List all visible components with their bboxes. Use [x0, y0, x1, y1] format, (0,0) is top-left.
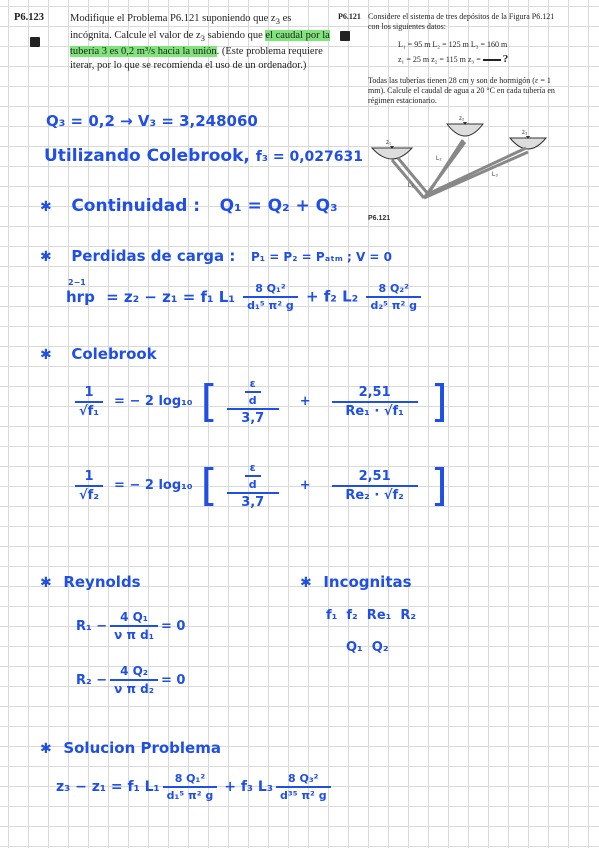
- reynolds-eq-2: R₂ − $\frac{\text{4 Q₂}}{\text{ν π d₂}}$ = 0: [76, 664, 186, 696]
- label-L2: L₂: [436, 156, 442, 162]
- problem-121-text2: Todas las tuberías tienen 28 cm y son de hormigón (ε = 1 mm). Calcule el caudal de agua a 20 °C en cada tubería en régimen estacionario.: [368, 76, 555, 105]
- colebrook-section: ✱ Colebrook: [40, 345, 157, 363]
- disk-icon: [30, 34, 40, 52]
- problem-number-121: P6.121: [338, 12, 361, 21]
- head-loss-equation: 2−1 hrp = z₂ − z₁ = f₁ L₁ $\frac{\text{8 Q₁²}}{\text{d₁⁵ π² g}}$ + f₂ L₂ $\frac{\text{8 Q₂²}}{\text{d₂⁵ π² g}}$: [66, 282, 424, 312]
- problem-statement: Modifique el Problema P6.121 suponiendo que $z_3$ es incógnita. Calcule el valor de $z_3$ sabiendo que el caudal por la tubería 3 es 0,2 m³/s hacia la unión. (Este problema requiere iterar, por lo que se recomienda el uso de un ordenador.): [70, 13, 330, 71]
- label-z2: z₂: [459, 116, 465, 122]
- bullet-icon: ✱: [40, 249, 52, 265]
- label-z3: z₃: [522, 130, 528, 136]
- label-z1: z₁: [386, 140, 392, 146]
- unknowns-row-2: Q₁ Q₂: [346, 640, 389, 655]
- colebrook-eq-1: $\frac{1}{\text{√f₁}}$ = − 2 log₁₀ [ $\frac{\frac{\varepsilon}{d}}{3,7}$ + $\frac{2,51}{\text{Re₁ · √f₁}}$ ]: [72, 376, 448, 427]
- solution-section: ✱ Solucion Problema: [40, 739, 221, 757]
- highlighted-text: el caudal por la tubería 3 es 0,2 m³/s hacia la unión: [70, 29, 330, 58]
- bullet-icon: ✱: [40, 347, 52, 363]
- figure-p6-121: [362, 112, 562, 224]
- label-L3: L₃: [492, 172, 498, 178]
- problem-121-data-row1: L₁ = 95 m L₂ = 125 m L₃ = 160 m: [398, 40, 508, 49]
- problem-121-data-row2: z₁ = 25 m z₂ = 115 m z₃ = ?: [398, 53, 509, 65]
- continuity-section: ✱ Continuidad : Q₁ = Q₂ + Q₃: [40, 196, 338, 216]
- bullet-icon: ✱: [40, 575, 52, 591]
- bullet-icon: ✱: [300, 575, 312, 591]
- pipe-1: [392, 158, 428, 198]
- unknowns-section: ✱ Incognitas: [300, 573, 412, 591]
- given-flow: Q₃ = 0,2 → V₃ = 3,248060: [46, 112, 258, 130]
- solution-equation: z₃ − z₁ = f₁ L₁ $\frac{\text{8 Q₁²}}{\text{d₁⁵ π² g}}$ + f₃ L₃ $\frac{\text{8 Q₃²}}{\text{d³⁵ π² g}}$: [56, 772, 334, 802]
- reynolds-section: ✱ Reynolds: [40, 573, 141, 591]
- bullet-icon: ✱: [40, 199, 52, 215]
- reynolds-eq-1: R₁ − $\frac{\text{4 Q₁}}{\text{ν π d₁}}$ = 0: [76, 610, 186, 642]
- reservoir-3: [510, 138, 546, 149]
- losses-section: ✱ Perdidas de carga : P₁ = P₂ = Pₐₜₘ ; V = 0: [40, 247, 392, 265]
- colebrook-result: Utilizando Colebrook, f₃ = 0,027631: [44, 146, 363, 166]
- reservoir-1: [372, 148, 412, 159]
- figure-label: P6.121: [368, 215, 391, 222]
- label-L1: L₁: [408, 183, 414, 189]
- unknowns-row-1: f₁ f₂ Re₁ R₂: [326, 608, 417, 623]
- question-mark: ?: [502, 53, 509, 65]
- problem-number: P6.123: [14, 12, 45, 23]
- problem-121-text: Considere el sistema de tres depósitos de la Figura P6.121 con los siguientes datos:: [368, 12, 555, 31]
- reservoir-2: [447, 124, 483, 136]
- bullet-icon: ✱: [40, 741, 52, 757]
- colebrook-eq-2: $\frac{1}{\text{√f₂}}$ = − 2 log₁₀ [ $\frac{\frac{\varepsilon}{d}}{3,7}$ + $\frac{2,51}{\text{Re₂ · √f₂}}$ ]: [72, 460, 448, 511]
- disk-icon: [340, 28, 350, 46]
